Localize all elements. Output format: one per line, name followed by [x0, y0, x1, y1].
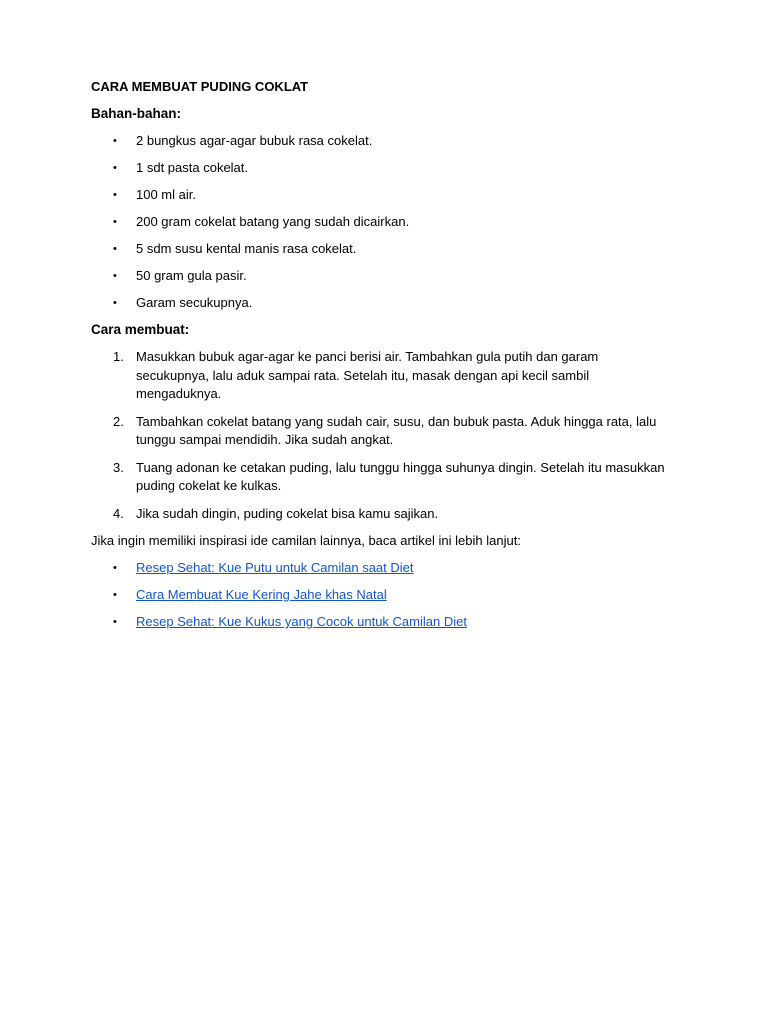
bullet-icon: • [113, 562, 117, 574]
bullet-icon: • [113, 216, 117, 228]
ingredient-text: 5 sdm susu kental manis rasa cokelat. [136, 241, 357, 256]
ingredient-item [91, 159, 671, 177]
step-text: Jika sudah dingin, puding cokelat bisa kamu sajikan. [136, 505, 439, 521]
related-article-link[interactable]: Resep Sehat: Kue Putu untuk Camilan saat Diet [136, 560, 414, 575]
ingredient-text: 1 sdt pasta cokelat. [136, 160, 249, 175]
ingredient-item [91, 240, 671, 258]
ingredient-item [91, 132, 671, 150]
bullet-icon: • [113, 616, 117, 628]
step-item [91, 459, 671, 496]
bullet-icon: • [113, 189, 117, 201]
step-item [91, 505, 671, 524]
ingredient-text: 100 ml air. [136, 187, 196, 202]
related-article-link[interactable]: Cara Membuat Kue Kering Jahe khas Natal [136, 587, 387, 602]
step-item [91, 348, 671, 404]
bullet-icon: • [113, 135, 117, 147]
step-number: 1. [113, 349, 124, 364]
related-links-list [91, 559, 671, 631]
bullet-icon: • [113, 270, 117, 282]
link-item [91, 586, 671, 604]
link-item [91, 613, 671, 631]
document-title: CARA MEMBUAT PUDING COKLAT [91, 79, 309, 94]
step-item [91, 413, 671, 450]
ingredients-heading: Bahan-bahan: [91, 106, 182, 121]
link-item [91, 559, 671, 577]
outro-paragraph: Jika ingin memiliki inspirasi ide camilan lainnya, baca artikel ini lebih lanjut: [91, 533, 521, 548]
ingredient-text: 200 gram cokelat batang yang sudah dicairkan. [136, 214, 410, 229]
ingredients-list [91, 132, 671, 312]
step-number: 2. [113, 413, 124, 429]
ingredient-item [91, 213, 671, 231]
ingredient-text: Garam secukupnya. [136, 295, 253, 310]
bullet-icon: • [113, 589, 117, 601]
related-article-link[interactable]: Resep Sehat: Kue Kukus yang Cocok untuk Camilan Diet [136, 614, 467, 629]
document-page [91, 78, 671, 631]
step-text: Tuang adonan ke cetakan puding, lalu tunggu hingga suhunya dingin. Setelah itu masukkan puding cokelat ke kulkas. [136, 459, 665, 493]
ingredient-text: 2 bungkus agar-agar bubuk rasa cokelat. [136, 133, 373, 148]
step-text: Tambahkan cokelat batang yang sudah cair, susu, dan bubuk pasta. Aduk hingga rata, lalu tunggu sampai mendidih. Jika sudah angkat. [136, 413, 657, 447]
ingredient-item [91, 267, 671, 285]
bullet-icon: • [113, 243, 117, 255]
step-text: Masukkan bubuk agar-agar ke panci berisi air. Tambahkan gula putih dan garam secukupnya, lalu aduk sampai rata. Setelah itu, masak dengan api kecil sambil mengaduknya. [136, 349, 599, 401]
step-number: 3. [113, 459, 124, 475]
ingredient-item [91, 186, 671, 204]
step-number: 4. [113, 505, 124, 521]
ingredient-text: 50 gram gula pasir. [136, 268, 247, 283]
steps-heading: Cara membuat: [91, 322, 190, 337]
bullet-icon: • [113, 162, 117, 174]
bullet-icon: • [113, 297, 117, 309]
ingredient-item [91, 294, 671, 312]
steps-list [91, 348, 671, 523]
